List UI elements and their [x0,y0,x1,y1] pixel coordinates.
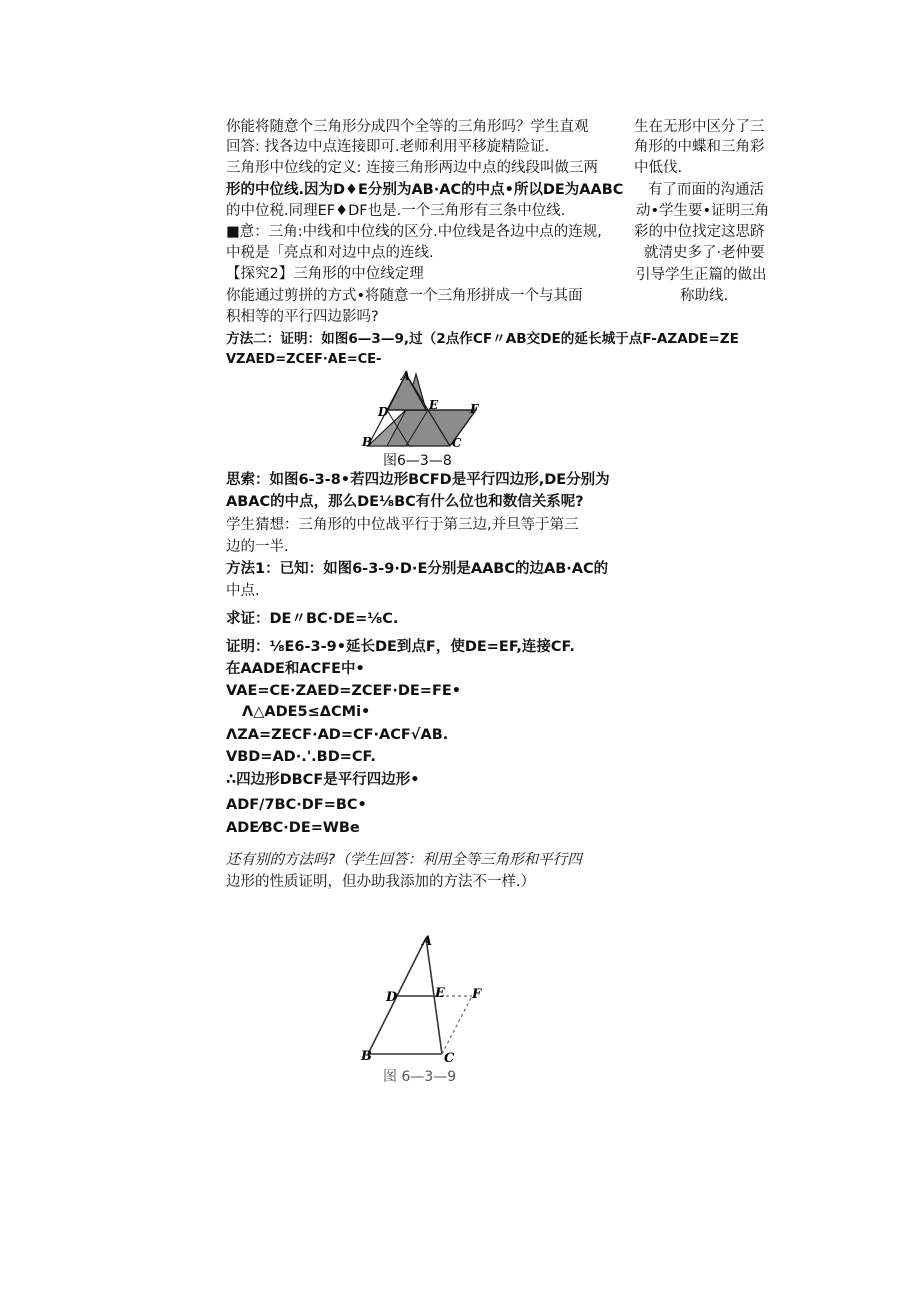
side-note-line: 生在无形中区分了三 [634,119,765,135]
figure-6-3-9 [358,932,488,1082]
text-line: ADF/7BC·DF=BC• [226,797,367,813]
text-line: 方法二：证明：如图6—3—9,过（2点作CF〃AB交DE的延长城于点F-AZADE=ZE [226,331,739,347]
text-line: 形的中位线.因为D♦E分别为AB·AC的中点•所以DE为AABC [226,182,624,198]
text-line: 方法1：已知：如图6-3-9·D·E分别是AABC的边AB·AC的 [226,561,609,577]
text-line: ∴四边形DBCF是平行四边形• [226,772,420,788]
text-line: 求证：DE〃BC·DE=⅛C. [226,611,399,627]
text-line: 中税是「亮点和对边中点的连线. [226,245,434,261]
side-note-line: 动•学生要•证明三角 [636,203,770,219]
side-note-line: 就清史多了·老仲要 [644,245,765,261]
text-line: 三角形中位线的定义: 连接三角形两边中点的线段叫做三两 [226,160,598,176]
text-line: 中点. [226,583,260,599]
side-note-line: 彩的中位找定这思跻 [634,224,765,240]
side-note-line: 角形的中蝶和三角彩 [634,139,765,155]
text-line: 边形的性质证明，但办助我添加的方法不一样.） [226,874,536,890]
text-line: 的中位税.同理EF♦DF也是.一个三角形有三条中位线. [226,203,566,219]
text-line: VZAED=ZCEF·AE=CE- [226,352,382,367]
figure-6-3-8 [358,366,498,456]
text-line: ΛZA=ZECF·AD=CF·ACF√AB. [226,727,449,743]
fig2-label-D: D [386,990,398,1005]
side-note-line: 有了而面的沟通活 [648,182,764,198]
side-note-line: 中低伐. [634,160,683,176]
figure-caption: 图6—3—8 [383,453,452,469]
fig2-label-A: A [422,934,433,949]
text-line: 你能通过剪拼的方式•将随意一个三角形拼成一个与其面 [226,288,583,304]
side-note-line: 称助线. [680,288,729,304]
text-line: VAE=CE·ZAED=ZCEF·DE=FE• [226,683,462,699]
text-line: 积相等的平行四边影吗? [226,309,379,325]
text-line: VBD=AD·.'.BD=CF. [226,749,376,765]
fig1-label-E: E [429,398,439,412]
text-line: ■意：三角:中线和中位线的区分.中位线是各边中点的连规, [226,224,602,240]
text-line: 思索：如图6-3-8•若四边形BCFD是平行四边形,DE分别为 [226,472,610,488]
fig2-label-B: B [361,1049,372,1064]
text-line: 证明：⅛E6-3-9•延长DE到点F，使DE=EF,连接CF. [226,639,575,655]
section-heading: 【探究2】三角形的中位线定理 [226,266,424,282]
text-line: 还有别的方法吗?（学生回答：利用全等三角形和平行四 [226,852,582,868]
fig2-segment-CF [442,996,472,1054]
fig1-label-A: A [401,369,411,383]
text-line: Λ△ADE5≤ΔCMi• [242,704,371,720]
fig1-label-F: F [470,402,479,416]
text-line: 回答: 找各边中点连接即可.老师利用平移旋精险证. [226,139,550,155]
text-line: ABAC的中点，那么DE⅛BC有什么位也和数信关系呢? [226,494,584,510]
fig1-label-C: C [452,436,462,450]
fig2-label-F: F [472,987,482,1002]
fig1-label-B: B [362,435,373,449]
fig2-label-C: C [444,1051,455,1066]
figure-caption: 图 6—3—9 [383,1069,457,1085]
side-note-line: 引导学生正篇的做出 [636,267,767,283]
fig1-label-D: D [378,405,389,419]
text-line: 你能将随意个三角形分成四个全等的三角形吗？学生直观 [226,119,589,135]
fig2-label-E: E [435,986,445,1001]
text-line: ADE⁄BC·DE=WBe [226,820,360,836]
text-line: 在AADE和ACFE中• [226,661,365,677]
text-line: 边的一半. [226,539,289,555]
text-line: 学生猜想：三角形的中位战平行于第三边,并旦等于第三 [226,517,579,533]
